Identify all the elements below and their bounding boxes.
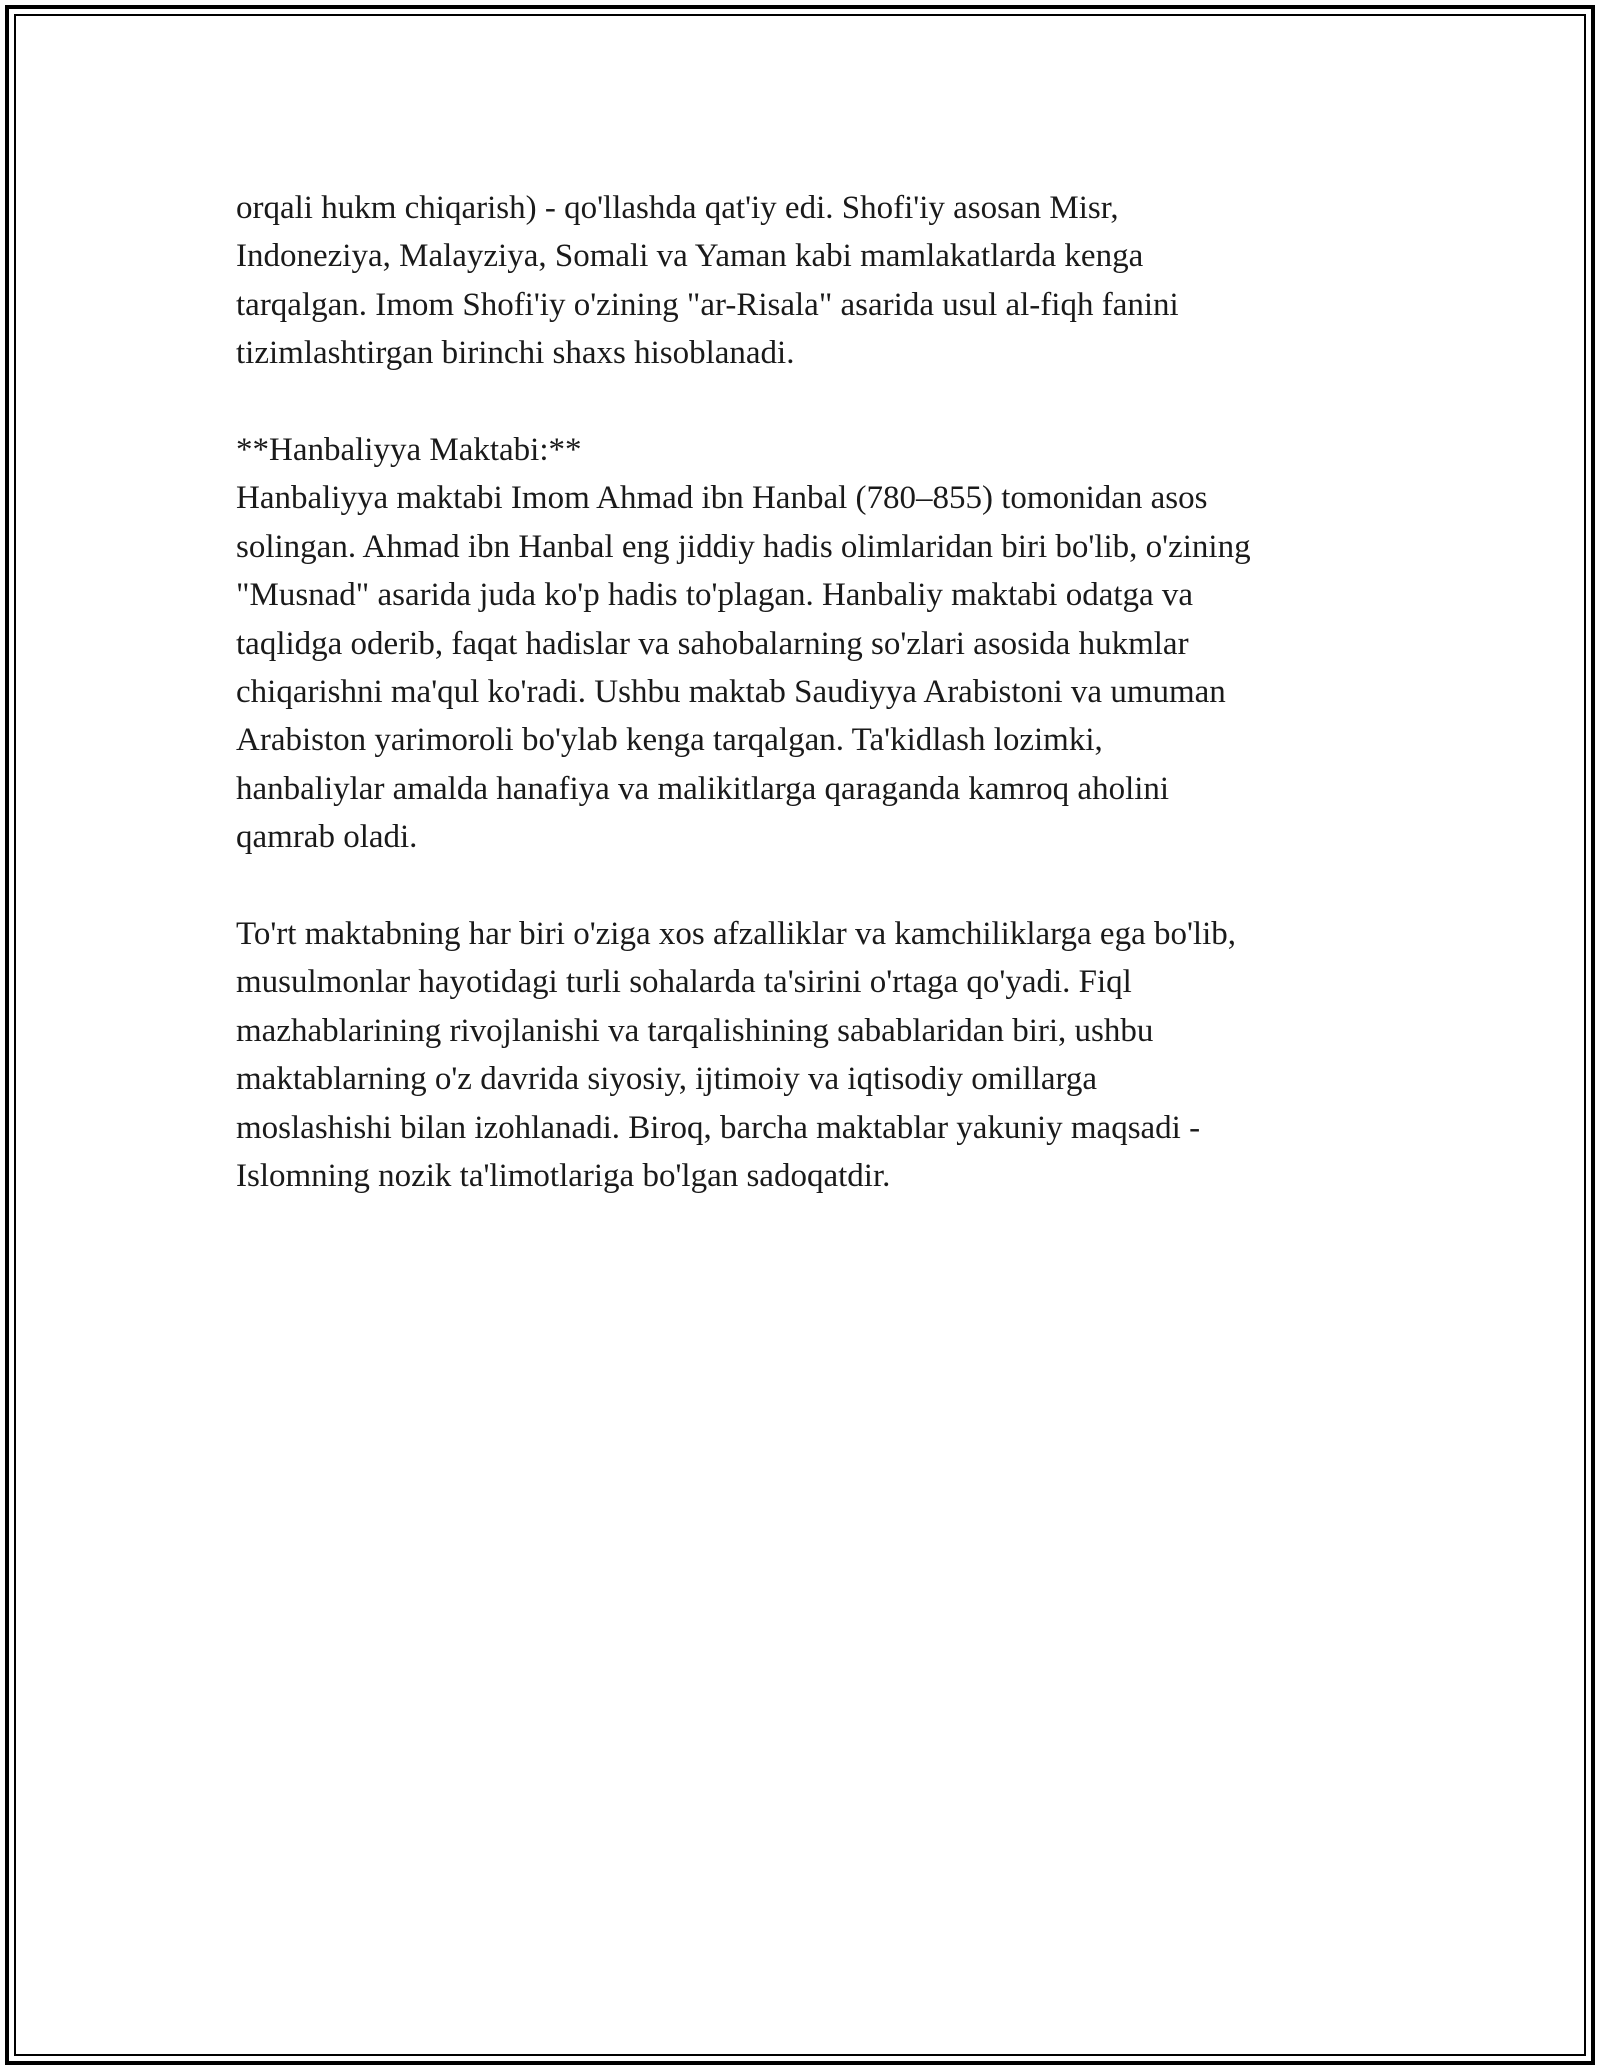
paragraph-spacer bbox=[236, 862, 1396, 910]
paragraph-conclusion: To'rt maktabning har biri o'ziga xos afzalliklar va kamchiliklarga ega bo'lib, musulmonlar hayotidagi turli sohalarda ta'sirini o'rtaga qo'yadi. Fiql mazhablarining rivojlanishi va tarqalishining sabablaridan biri, ushbu maktablarning o'z davrida siyosiy, ijtimoiy va iqtisodiy omillarga moslashishi bilan izohlanadi. Biroq, barcha maktablar yakuniy maqsadi - Islomning nozik ta'limotlariga bo'lgan sadoqatdir. bbox=[236, 916, 1237, 1195]
paragraph-spacer bbox=[236, 378, 1396, 426]
document-body bbox=[236, 184, 1396, 1201]
paragraph-shofiiy-continuation: orqali hukm chiqarish) - qo'llashda qat'iy edi. Shofi'iy asosan Misr, Indoneziya, Malayziya, Somali va Yaman kabi mamlakatlarda kenga tarqalgan. Imom Shofi'iy o'zining "ar-Risala" asarida usul al-fiqh fanini tizimlashtirgan birinchi shaxs hisoblanadi. bbox=[236, 190, 1179, 372]
section-heading-hanbaliyya: **Hanbaliyya Maktabi:** bbox=[236, 432, 582, 469]
paragraph-hanbaliyya: Hanbaliyya maktabi Imom Ahmad ibn Hanbal (780–855) tomonidan asos solingan. Ahmad ibn Hanbal eng jiddiy hadis olimlaridan biri bo'lib, o'zining "Musnad" asarida juda ko'p hadis to'plagan. Hanbaliy maktabi odatga va taqlidga oderib, faqat hadislar va sahobalarning so'zlari asosida hukmlar chiqarishni ma'qul ko'radi. Ushbu maktab Saudiyya Arabistoni va umuman Arabiston yarimoroli bo'ylab kenga tarqalgan. Ta'kidlash lozimki, hanbaliylar amalda hanafiya va malikitlarga qaraganda kamroq aholini qamrab oladi. bbox=[236, 480, 1251, 856]
